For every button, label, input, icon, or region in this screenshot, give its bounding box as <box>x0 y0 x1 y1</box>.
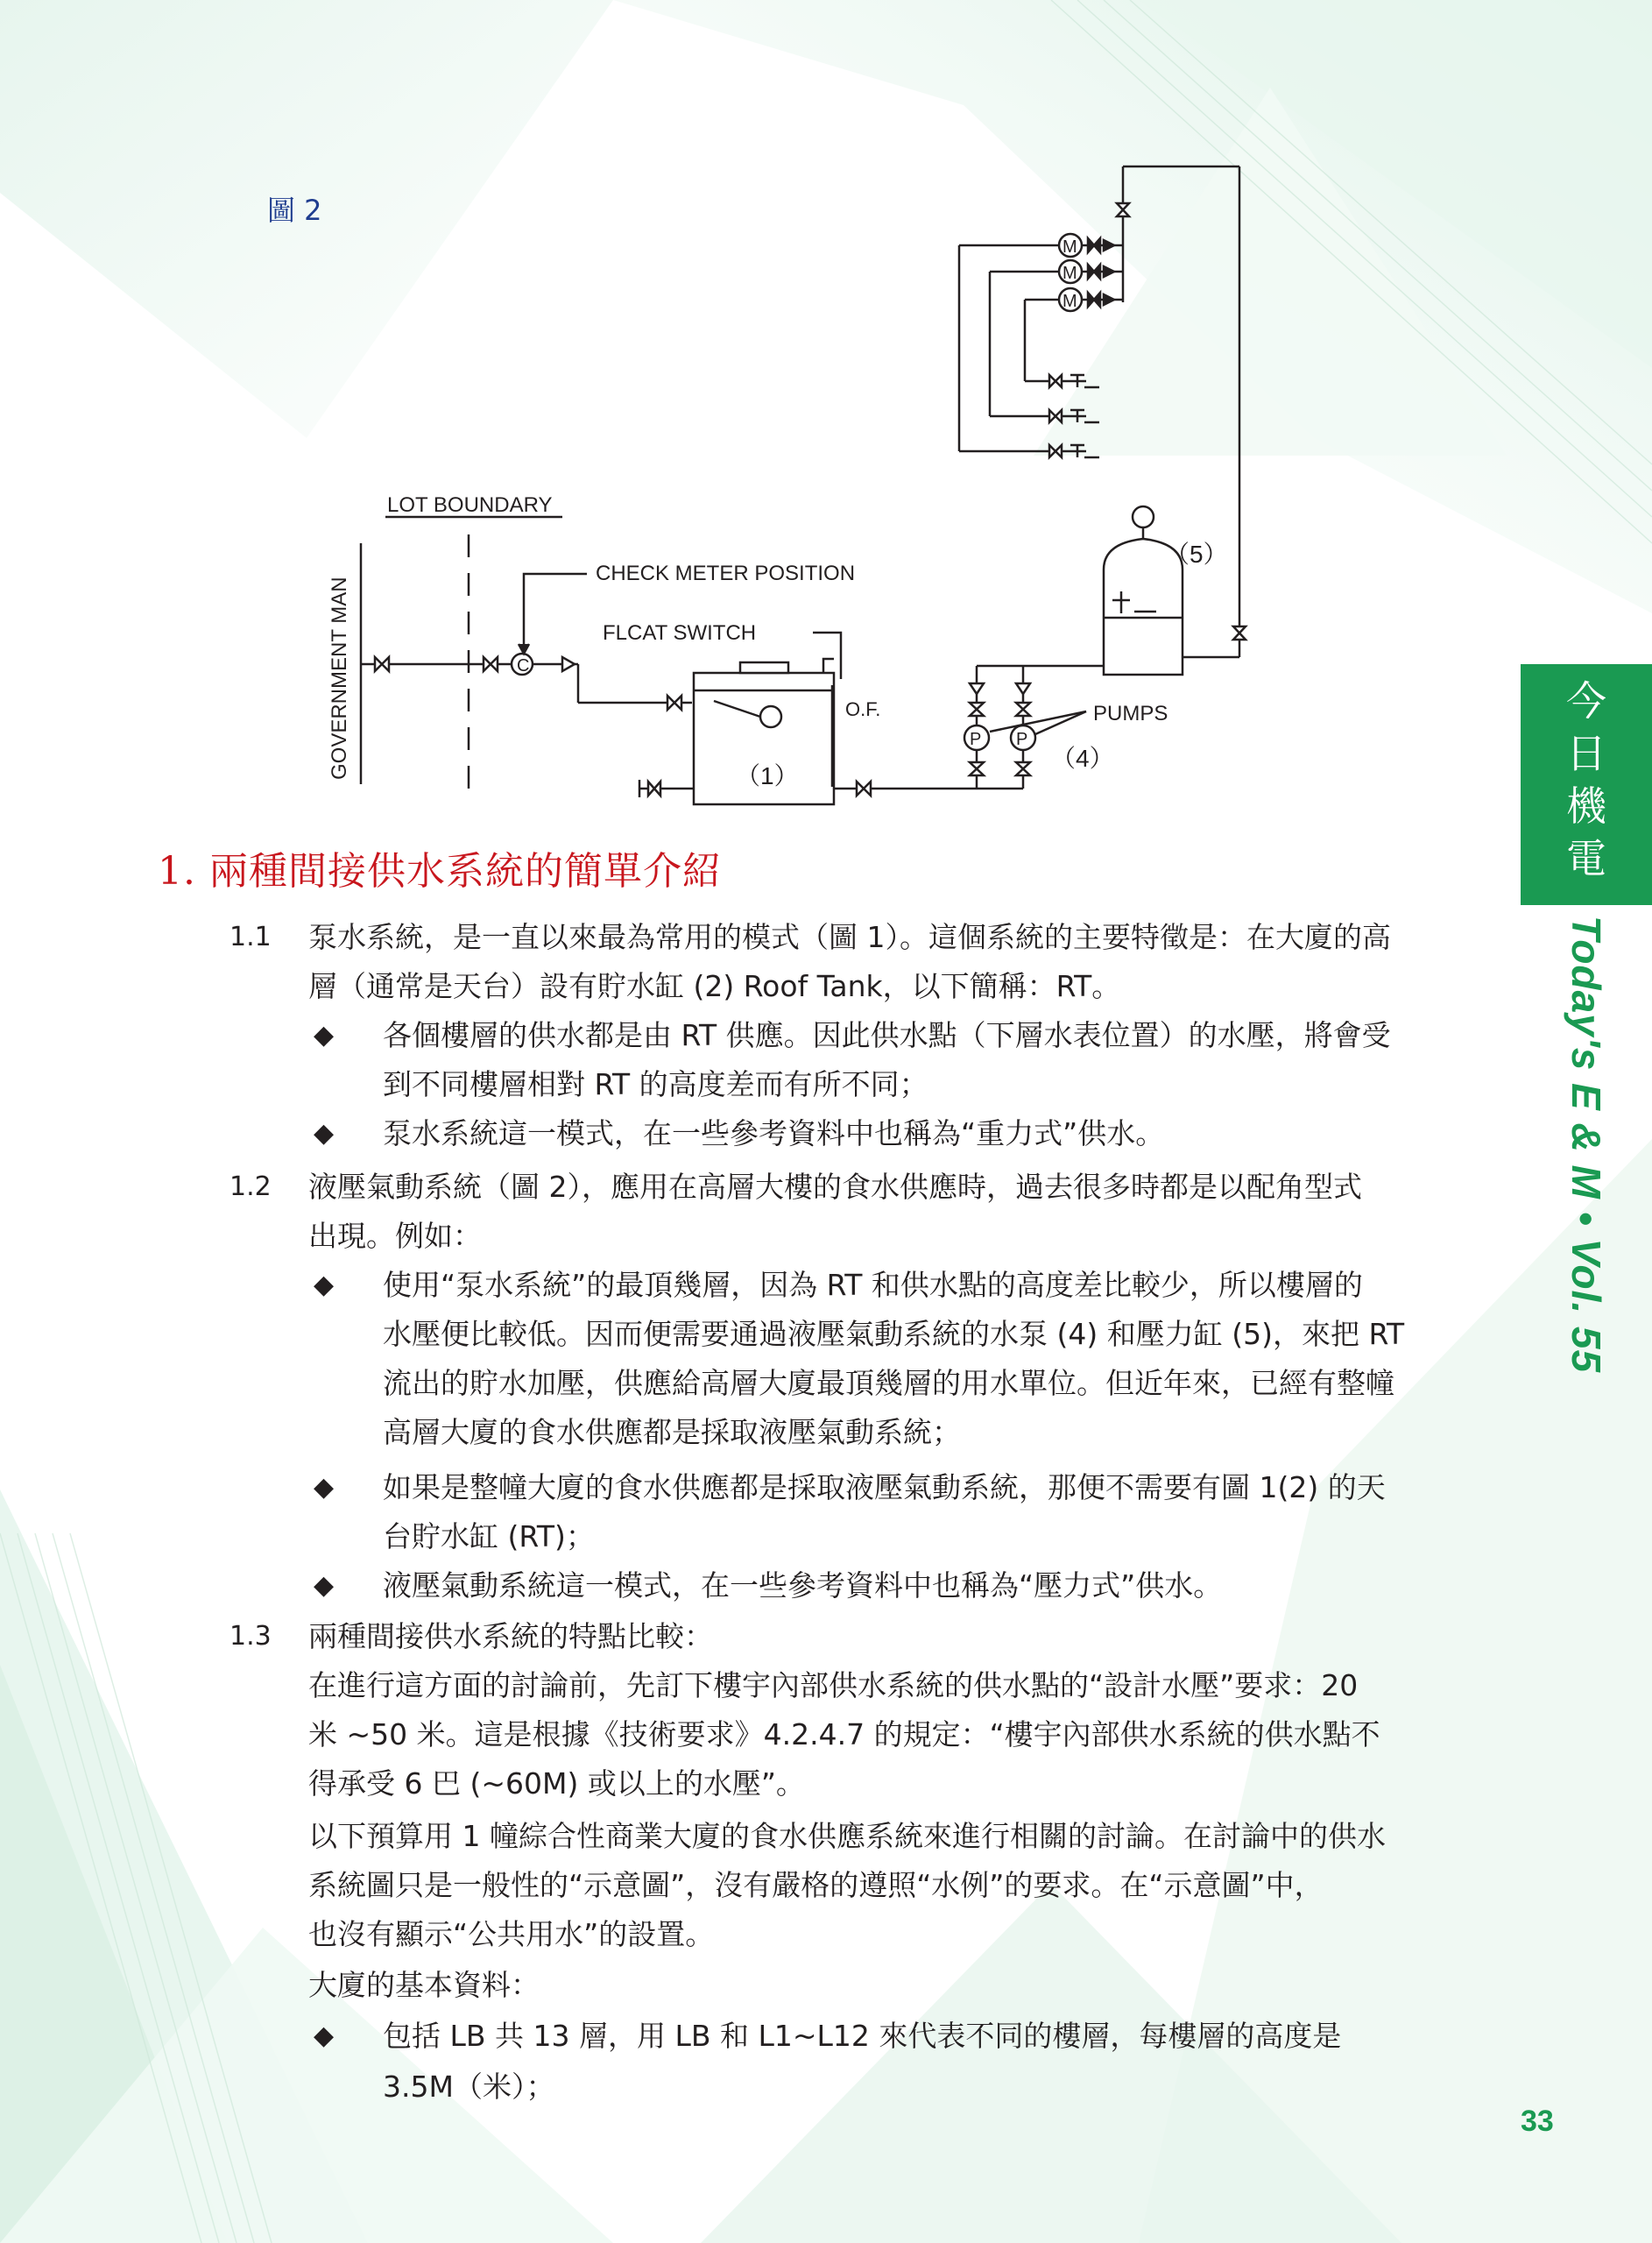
paragraph-line: 也沒有顯示“公共用水”的設置。 <box>308 1917 715 1951</box>
pump-number: （4） <box>1051 745 1114 772</box>
bullet-icon: ◆ <box>314 1020 335 1051</box>
bullet-line: 台貯水缸 (RT)； <box>383 1519 595 1553</box>
overflow-label: O.F. <box>845 698 881 720</box>
svg-text:M: M <box>1063 264 1077 283</box>
paragraph-line: 得承受 6 巴 (~60M) 或以上的水壓”。 <box>308 1766 805 1801</box>
bullet-icon: ◆ <box>314 1570 335 1601</box>
water-supply-diagram <box>315 149 1279 815</box>
bullet-line: 水壓便比較低。因而便需要通過液壓氣動系統的水泵 (4) 和壓力缸 (5)，來把 RT <box>383 1317 1405 1351</box>
section-number: 1.2 <box>229 1171 272 1202</box>
bullet-line: 包括 LB 共 13 層，用 LB 和 L1~L12 來代表不同的樓層，每樓層的高度是 <box>383 2019 1342 2053</box>
pump-1 <box>964 666 989 789</box>
tank-number: （1） <box>736 762 799 789</box>
check-meter-label: CHECK METER POSITION <box>596 562 856 585</box>
floor-branch-1 <box>1025 375 1099 387</box>
bullet-line: 高層大廈的食水供應都是採取液壓氣動系統； <box>383 1415 961 1449</box>
lot-boundary-label: LOT BOUNDARY <box>387 493 553 517</box>
svg-text:M: M <box>1063 292 1077 311</box>
gate-valve-1 <box>375 657 389 671</box>
magazine-title-english: Today's E & M • Vol. 55 <box>1564 916 1609 1374</box>
page-number: 33 <box>1521 2105 1554 2138</box>
bullet-line: 3.5M（米）； <box>383 2070 555 2104</box>
bullet-icon: ◆ <box>314 1472 335 1503</box>
bullet-line: 液壓氣動系統這一模式，在一些參考資料中也稱為“壓力式”供水。 <box>383 1568 1223 1603</box>
bullet-line: 使用“泵水系統”的最頂幾層，因為 RT 和供水點的高度差比較少，所以樓層的 <box>383 1268 1363 1302</box>
paragraph-line: 大廈的基本資料： <box>308 1968 540 2002</box>
pressure-vessel <box>1104 506 1183 675</box>
svg-text:P: P <box>970 730 982 749</box>
bullet-icon: ◆ <box>314 1118 335 1149</box>
bullet-icon: ◆ <box>314 2020 335 2051</box>
paragraph-line: 以下預算用 1 幢綜合性商業大廈的食水供應系統來進行相關的討論。在討論中的供水 <box>308 1819 1386 1853</box>
svg-text:C: C <box>517 656 530 676</box>
paragraph-line: 系統圖只是一般性的“示意圖”，沒有嚴格的遵照“水例”的要求。在“示意圖”中， <box>308 1868 1324 1902</box>
vessel-number: （5） <box>1165 541 1228 568</box>
bullet-icon: ◆ <box>314 1270 335 1300</box>
svg-text:M: M <box>1063 237 1077 257</box>
magazine-title-chinese: 今 日 機 電 <box>1566 677 1606 882</box>
figure-label: 圖 2 <box>267 194 322 227</box>
svg-text:P: P <box>1016 730 1028 749</box>
pumps-label: PUMPS <box>1093 702 1168 725</box>
tank-inlet-valve <box>667 696 681 710</box>
bullet-line: 如果是整幢大廈的食水供應都是採取液壓氣動系統，那便不需要有圖 1(2) 的天 <box>383 1470 1386 1504</box>
paragraph-line: 液壓氣動系統（圖 2），應用在高層大樓的食水供應時，過去很多時都是以配角型式 <box>308 1170 1362 1204</box>
bullet-line: 流出的貯水加壓，供應給高層大廈最頂幾層的用水單位。但近年來，已經有整幢 <box>383 1366 1394 1400</box>
paragraph-line: 在進行這方面的討論前，先訂下樓宇內部供水系統的供水點的“設計水壓”要求：20 <box>308 1668 1359 1702</box>
paragraph-line: 出現。例如： <box>308 1219 482 1253</box>
float-switch-label: FLCAT SWITCH <box>603 621 757 645</box>
paragraph-line: 米 ~50 米。這是根據《技術要求》4.2.4.7 的規定：“樓宇內部供水系統的供水點不 <box>308 1717 1380 1751</box>
bullet-line: 各個樓層的供水都是由 RT 供應。因此供水點（下層水表位置）的水壓，將會受 <box>383 1018 1391 1052</box>
motorized-valve-2 <box>990 260 1123 283</box>
bullet-line: 到不同樓層相對 RT 的高度差而有所不同； <box>383 1067 928 1101</box>
section-heading: 1. 兩種間接供水系統的簡單介紹 <box>158 849 722 894</box>
paragraph-line: 兩種間接供水系統的特點比較： <box>308 1619 713 1653</box>
section-number: 1.1 <box>229 922 272 952</box>
section-number: 1.3 <box>229 1621 272 1652</box>
floor-branch-2 <box>990 410 1099 422</box>
paragraph-line: 泵水系統，是一直以來最為常用的模式（圖 1）。這個系統的主要特徵是：在大廈的高 <box>308 920 1391 954</box>
check-valve <box>562 657 575 671</box>
magazine-sidebar <box>1521 664 1652 905</box>
gate-valve-2 <box>484 657 498 671</box>
bullet-line: 泵水系統這一模式，在一些參考資料中也稱為“重力式”供水。 <box>383 1116 1165 1150</box>
government-main-label: GOVERNMENT MAN <box>328 577 351 780</box>
floor-branch-3 <box>959 445 1099 457</box>
motorized-valve-1 <box>959 234 1123 257</box>
paragraph-line: 層（通常是天台）設有貯水缸 (2) Roof Tank，以下簡稱：RT。 <box>308 969 1121 1003</box>
motorized-valve-3 <box>1025 288 1123 311</box>
